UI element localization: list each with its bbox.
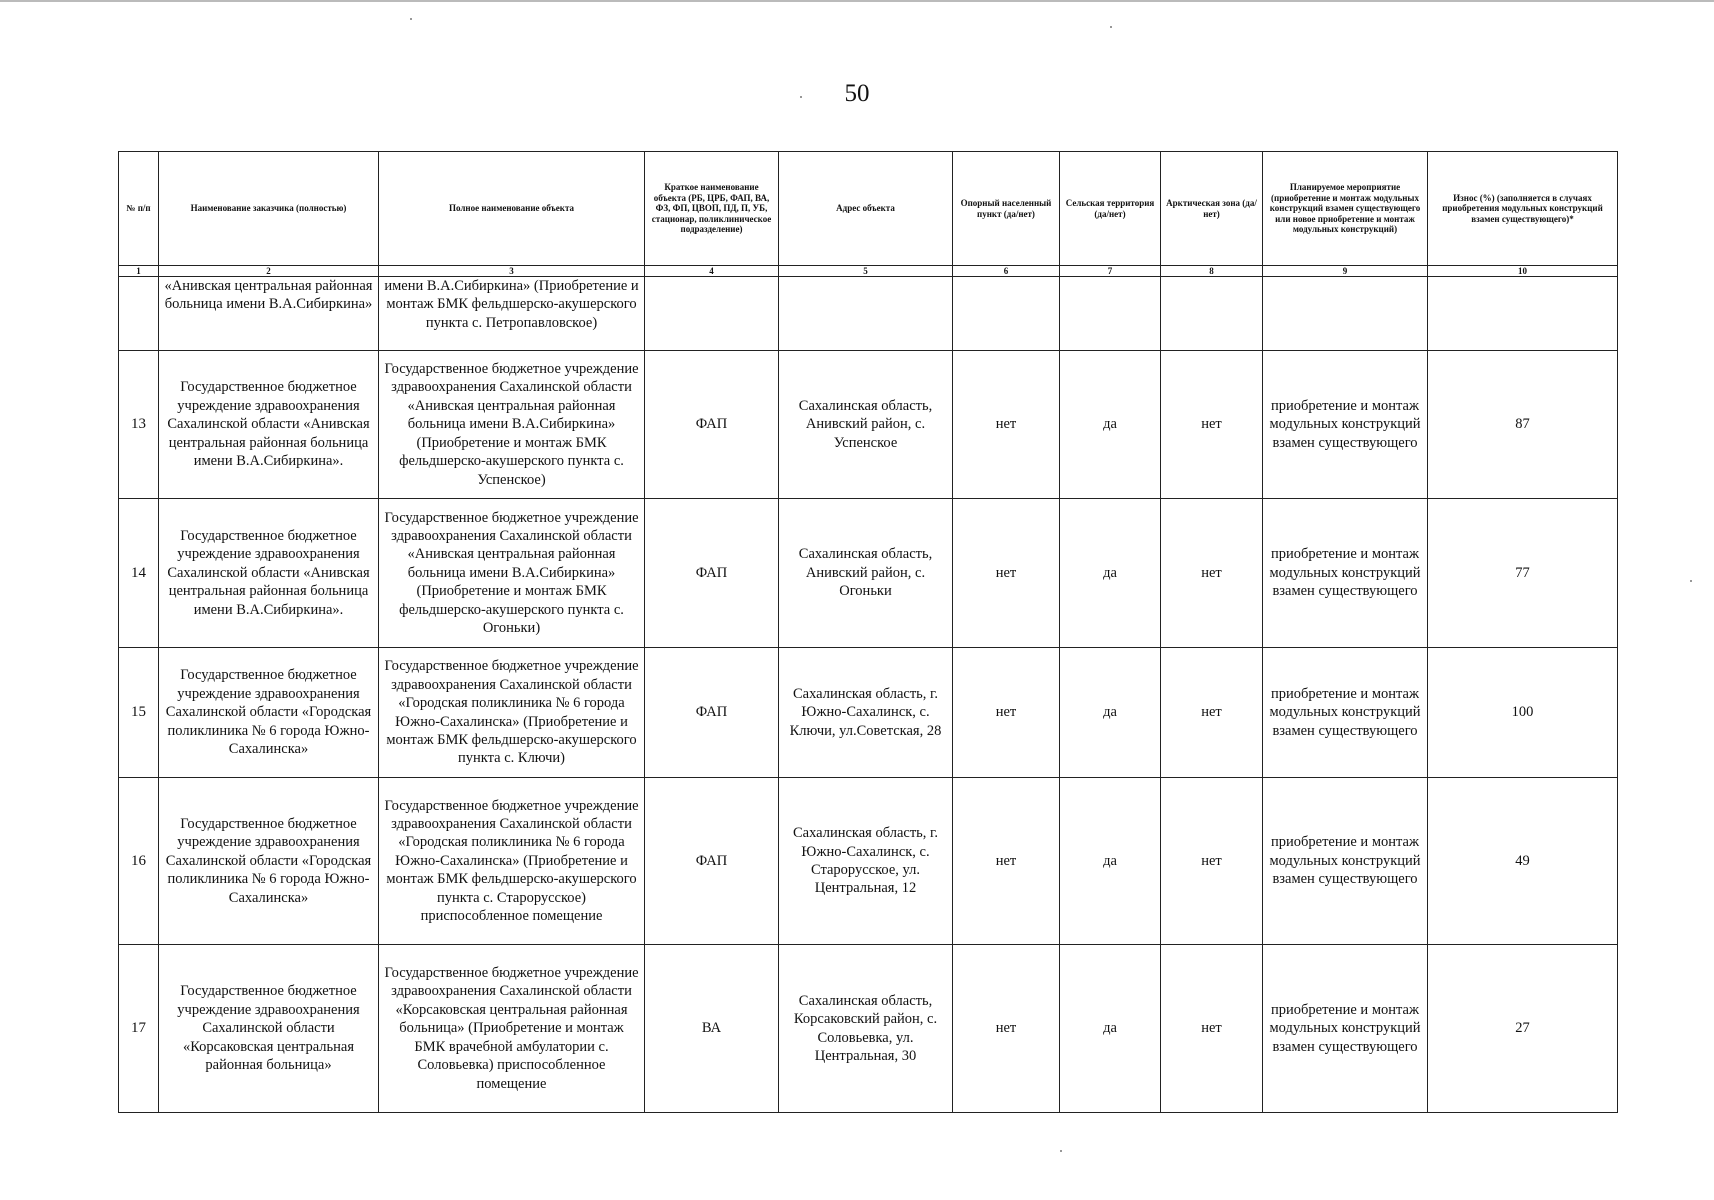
scan-speck — [410, 18, 412, 20]
wear-cell: 49 — [1428, 778, 1618, 945]
column-number: 5 — [779, 266, 953, 277]
wear-cell: 87 — [1428, 351, 1618, 499]
object-name-cell: Государственное бюджетное учреждение здравоохранения Сахалинской области «Городская поликлиника № 6 города Южно-Сахалинска» (Приобретение и монтаж БМК фельдшерско-акушерского пункта с. Старорусское) приспособленное помещение — [379, 778, 645, 945]
customer-cell: Государственное бюджетное учреждение здравоохранения Сахалинской области «Городская поликлиника № 6 города Южно-Сахалинска» — [159, 778, 379, 945]
column-header-num: № п/п — [119, 152, 159, 266]
customer-cell: Государственное бюджетное учреждение здравоохранения Сахалинской области «Городская поликлиника № 6 города Южно-Сахалинска» — [159, 648, 379, 778]
column-header-address: Адрес объекта — [779, 152, 953, 266]
support-point-cell: нет — [953, 778, 1060, 945]
wear-cell — [1428, 277, 1618, 351]
address-cell: Сахалинская область, Анивский район, с. Успенское — [779, 351, 953, 499]
rural-cell: да — [1060, 351, 1161, 499]
arctic-cell: нет — [1161, 648, 1263, 778]
wear-cell: 100 — [1428, 648, 1618, 778]
table-row — [119, 945, 1618, 1113]
table-row — [119, 351, 1618, 499]
activity-cell: приобретение и монтаж модульных конструкций взамен существующего — [1263, 778, 1428, 945]
short-name-cell: ВА — [645, 945, 779, 1113]
column-number: 2 — [159, 266, 379, 277]
support-point-cell: нет — [953, 499, 1060, 648]
object-name-cell: Государственное бюджетное учреждение здравоохранения Сахалинской области «Корсаковская центральная районная больница» (Приобретение и монтаж БМК врачебной амбулатории с. Соловьевка) приспособленное помещение — [379, 945, 645, 1113]
wear-cell: 27 — [1428, 945, 1618, 1113]
rural-cell — [1060, 277, 1161, 351]
object-name-cell: имени В.А.Сибиркина» (Приобретение и монтаж БМК фельдшерско-акушерского пункта с. Петропавловское) — [379, 277, 645, 351]
activity-cell: приобретение и монтаж модульных конструкций взамен существующего — [1263, 945, 1428, 1113]
header-row — [119, 152, 1618, 266]
support-point-cell: нет — [953, 648, 1060, 778]
arctic-cell — [1161, 277, 1263, 351]
column-header-short-name: Краткое наименование объекта (РБ, ЦРБ, ФАП, ВА, ФЗ, ФП, ЦВОП, ПД, П, УБ, стационар, поликлиническое подразделение) — [645, 152, 779, 266]
activity-cell: приобретение и монтаж модульных конструкций взамен существующего — [1263, 351, 1428, 499]
activity-cell — [1263, 277, 1428, 351]
column-header-rural: Сельская территория (да/нет) — [1060, 152, 1161, 266]
column-number-row — [119, 266, 1618, 277]
short-name-cell: ФАП — [645, 648, 779, 778]
arctic-cell: нет — [1161, 499, 1263, 648]
short-name-cell: ФАП — [645, 499, 779, 648]
activity-cell: приобретение и монтаж модульных конструкций взамен существующего — [1263, 499, 1428, 648]
short-name-cell — [645, 277, 779, 351]
support-point-cell — [953, 277, 1060, 351]
short-name-cell: ФАП — [645, 351, 779, 499]
support-point-cell: нет — [953, 945, 1060, 1113]
column-number: 8 — [1161, 266, 1263, 277]
customer-cell: «Анивская центральная районная больница имени В.А.Сибиркина» — [159, 277, 379, 351]
object-name-cell: Государственное бюджетное учреждение здравоохранения Сахалинской области «Анивская центральная районная больница имени В.А.Сибиркина» (Приобретение и монтаж БМК фельдшерско-акушерского пункта с. Успенское) — [379, 351, 645, 499]
column-number: 10 — [1428, 266, 1618, 277]
address-cell: Сахалинская область, г. Южно-Сахалинск, с. Ключи, ул.Советская, 28 — [779, 648, 953, 778]
address-cell — [779, 277, 953, 351]
object-name-cell: Государственное бюджетное учреждение здравоохранения Сахалинской области «Городская поликлиника № 6 города Южно-Сахалинска» (Приобретение и монтаж БМК фельдшерско-акушерского пункта с. Ключи) — [379, 648, 645, 778]
column-number: 4 — [645, 266, 779, 277]
column-header-arctic: Арктическая зона (да/нет) — [1161, 152, 1263, 266]
column-number: 9 — [1263, 266, 1428, 277]
wear-cell: 77 — [1428, 499, 1618, 648]
address-cell: Сахалинская область, г. Южно-Сахалинск, с. Старорусское, ул. Центральная, 12 — [779, 778, 953, 945]
short-name-cell: ФАП — [645, 778, 779, 945]
customer-cell: Государственное бюджетное учреждение здравоохранения Сахалинской области «Корсаковская центральная районная больница» — [159, 945, 379, 1113]
arctic-cell: нет — [1161, 945, 1263, 1113]
row-num-cell: 16 — [119, 778, 159, 945]
row-num-cell: 15 — [119, 648, 159, 778]
facilities-table — [118, 151, 1618, 1113]
object-name-cell: Государственное бюджетное учреждение здравоохранения Сахалинской области «Анивская центральная районная больница имени В.А.Сибиркина» (Приобретение и монтаж БМК фельдшерско-акушерского пункта с. Огоньки) — [379, 499, 645, 648]
column-number: 1 — [119, 266, 159, 277]
activity-cell: приобретение и монтаж модульных конструкций взамен существующего — [1263, 648, 1428, 778]
row-num-cell: 13 — [119, 351, 159, 499]
support-point-cell: нет — [953, 351, 1060, 499]
table-row — [119, 499, 1618, 648]
table-row — [119, 778, 1618, 945]
address-cell: Сахалинская область, Корсаковский район, с. Соловьевка, ул. Центральная, 30 — [779, 945, 953, 1113]
column-header-wear: Износ (%) (заполняется в случаях приобретения модульных конструкций взамен существующего)* — [1428, 152, 1618, 266]
rural-cell: да — [1060, 778, 1161, 945]
arctic-cell: нет — [1161, 778, 1263, 945]
scan-speck — [1690, 580, 1692, 582]
customer-cell: Государственное бюджетное учреждение здравоохранения Сахалинской области «Анивская центральная районная больница имени В.А.Сибиркина». — [159, 499, 379, 648]
column-header-activity: Планируемое мероприятие (приобретение и монтаж модульных конструкций взамен существующего или новое приобретение и монтаж модульных конструкций) — [1263, 152, 1428, 266]
column-header-object-name: Полное наименование объекта — [379, 152, 645, 266]
column-number: 6 — [953, 266, 1060, 277]
scan-speck — [1060, 1150, 1062, 1152]
rural-cell: да — [1060, 945, 1161, 1113]
table-row — [119, 648, 1618, 778]
rural-cell: да — [1060, 499, 1161, 648]
customer-cell: Государственное бюджетное учреждение здравоохранения Сахалинской области «Анивская центральная районная больница имени В.А.Сибиркина». — [159, 351, 379, 499]
scan-top-edge — [0, 0, 1714, 2]
address-cell: Сахалинская область, Анивский район, с. Огоньки — [779, 499, 953, 648]
column-header-customer: Наименование заказчика (полностью) — [159, 152, 379, 266]
page-number: 50 — [844, 80, 870, 107]
table-row-continuation — [119, 277, 1618, 351]
scan-speck — [1110, 26, 1112, 28]
rural-cell: да — [1060, 648, 1161, 778]
column-number: 7 — [1060, 266, 1161, 277]
row-num-cell: 14 — [119, 499, 159, 648]
column-number: 3 — [379, 266, 645, 277]
column-header-support-point: Опорный населенный пункт (да/нет) — [953, 152, 1060, 266]
row-num-cell — [119, 277, 159, 351]
row-num-cell: 17 — [119, 945, 159, 1113]
arctic-cell: нет — [1161, 351, 1263, 499]
